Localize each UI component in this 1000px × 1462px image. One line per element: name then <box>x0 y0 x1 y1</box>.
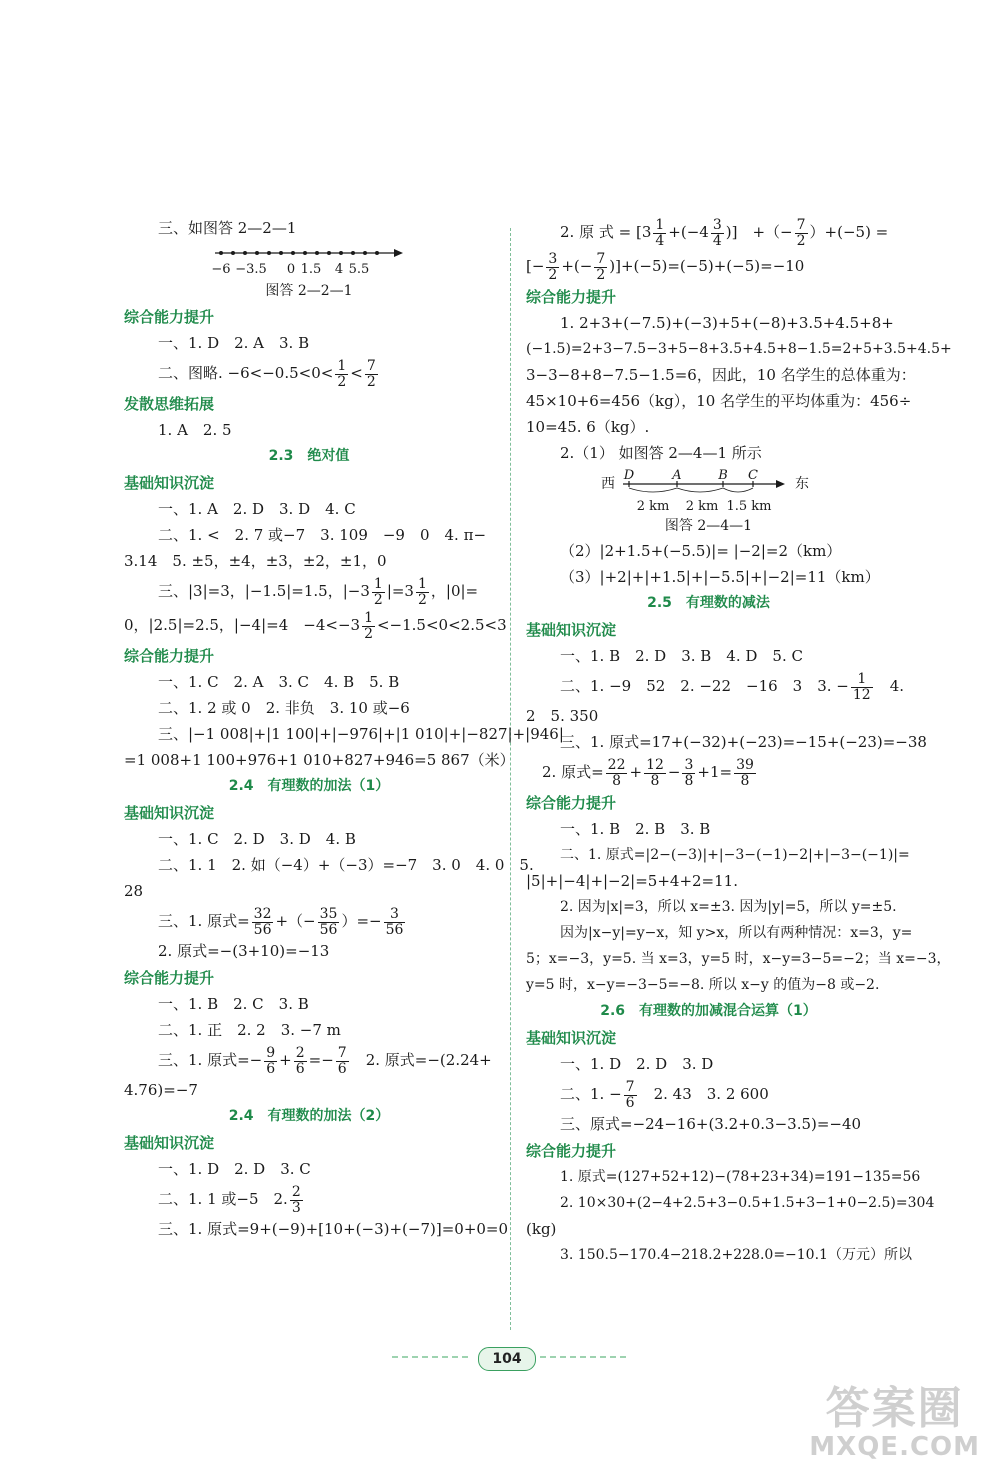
fraction: $\frac{9}{6}$ <box>266 1044 276 1077</box>
tick-mark <box>303 251 307 255</box>
answer-line: 二、1. −9 52 2. −22 −16 3 3. − $\frac{1}{12}$ 4. <box>560 670 905 703</box>
figure-caption: 图答 2—4—1 <box>664 518 753 534</box>
section-heading: 综合能力提升 <box>526 288 617 306</box>
answer-line: 1. 原式=(127+52+12)−(78+23+34)=191−135=56 <box>560 1169 921 1185</box>
answer-line: 一、1. D 2. D 3. C <box>158 1160 311 1178</box>
distance-label: 2 km <box>636 499 669 514</box>
fraction: $\frac{32}{56}$ <box>253 905 272 938</box>
answer-line: 二、1. 1 或−5 2. $\frac{2}{3}$ <box>158 1183 301 1216</box>
fraction: $\frac{3}{2}$ <box>548 250 558 283</box>
answer-line: (kg) <box>526 1220 557 1238</box>
answer-line: 二、1. 2 或 0 2. 非负 3. 10 或−6 <box>158 699 410 717</box>
answer-line: （2）|2+1.5+(−5.5)|= |−2|=2（km） <box>560 542 842 560</box>
answer-line: 一、1. C 2. A 3. C 4. B 5. B <box>158 673 400 691</box>
answer-line: 三、1. 原式=9+(−9)+[10+(−3)+(−7)]=0+0=0 <box>158 1220 509 1238</box>
answer-line: 2. 10×30+(2−4+2.5+3−0.5+1.5+3−1+0−2.5)=304 <box>560 1195 935 1211</box>
point-label: A <box>671 468 682 483</box>
tick-mark <box>279 251 283 255</box>
tick-mark <box>243 251 247 255</box>
answer-line: 二、1. 1 2. 如（−4）+（−3）=−7 3. 0 4. 0 5. <box>158 856 534 874</box>
answer-line: 一、1. C 2. D 3. D 4. B <box>158 830 356 848</box>
tick-label: 4 <box>334 262 344 277</box>
fraction: $\frac{3}{8}$ <box>684 756 694 789</box>
fraction: $\frac{12}{8}$ <box>646 756 664 789</box>
column-divider <box>510 228 511 1330</box>
answer-line: 三、1. 原式=− $\frac{9}{6}$ + $\frac{2}{6}$ =− $\frac{7}{6}$ 2. 原式=−(2.24+ <box>158 1044 492 1077</box>
section-title: 2.5 有理数的减法 <box>647 595 770 611</box>
answer-line: 三、1. 原式=17+(−32)+(−23)=−15+(−23)=−38 <box>560 733 927 751</box>
answer-line: 3.14 5. ±5，±4，±3，±2，±1，0 <box>124 552 387 570</box>
section-heading: 基础知识沉淀 <box>124 804 215 822</box>
fraction: $\frac{7}{6}$ <box>337 1044 347 1077</box>
answer-line: 三、|3|=3，|−1.5|=1.5，|−3 $\frac{1}{2}$ |=3 $\frac{1}{2}$ ，|0|= <box>158 575 479 608</box>
fraction: $\frac{7}{2}$ <box>796 216 806 249</box>
tick-mark <box>327 251 331 255</box>
answer-line: 一、1. D 2. A 3. B <box>158 334 310 352</box>
watermark-title: 答案圈 <box>825 1383 964 1434</box>
answer-line: 2.（1） 如图答 2—4—1 所示 <box>560 444 762 462</box>
answer-line: 2. 因为|x|=3，所以 x=±3. 因为|y|=5，所以 y=±5. <box>560 899 897 915</box>
tick-mark <box>267 251 271 255</box>
section-heading: 综合能力提升 <box>124 647 215 665</box>
fraction: $\frac{7}{6}$ <box>625 1078 635 1111</box>
fraction: $\frac{1}{2}$ <box>364 609 373 642</box>
tick-label: 5.5 <box>348 262 370 277</box>
figure-caption: 图答 2—2—1 <box>265 283 353 299</box>
fraction: $\frac{35}{56}$ <box>319 905 338 938</box>
section-heading: 综合能力提升 <box>124 969 215 987</box>
answer-line: 2. 原式=−(3+10)=−13 <box>158 942 330 960</box>
tick-label: 0 <box>286 262 296 277</box>
section-title: 2.3 绝对值 <box>268 448 350 464</box>
right-column <box>526 215 952 1268</box>
tick-label: −3.5 <box>235 262 267 277</box>
west-label: 西 <box>600 476 615 492</box>
section-heading: 基础知识沉淀 <box>124 474 215 492</box>
fraction: $\frac{39}{8}$ <box>736 756 754 789</box>
fraction: $\frac{1}{2}$ <box>417 575 427 608</box>
fraction: $\frac{1}{4}$ <box>655 216 665 249</box>
answer-line: 一、1. B 2. B 3. B <box>560 820 711 838</box>
tick-mark <box>375 251 379 255</box>
tick-label: −6 <box>211 262 231 277</box>
point-label: D <box>623 468 634 483</box>
answer-line: (−1.5)=2+3−7.5−3+5−8+3.5+4.5+8−1.5=2+5+3.5+4.5+ <box>526 341 952 357</box>
watermark-site: MXQE.COM <box>809 1432 980 1462</box>
answer-line: 一、1. A 2. D 3. D 4. C <box>158 500 356 518</box>
section-heading: 基础知识沉淀 <box>526 621 617 639</box>
section-heading: 发散思维拓展 <box>124 395 215 413</box>
distance-label: 2 km <box>685 499 718 514</box>
tick-mark <box>231 251 235 255</box>
answer-line: 一、1. B 2. D 3. B 4. D 5. C <box>560 647 803 665</box>
section-heading: 基础知识沉淀 <box>124 1134 215 1152</box>
point-label: B <box>717 468 728 483</box>
tick-mark <box>363 251 367 255</box>
section-title: 2.4 有理数的加法（1） <box>228 778 390 794</box>
answer-line: 因为|x−y|=y−x，知 y>x，所以有两种情况：x=3，y= <box>560 925 913 941</box>
footer-decoration-right <box>540 1356 630 1358</box>
section-title: 2.6 有理数的加减混合运算（1） <box>600 1003 817 1019</box>
answer-line: 28 <box>124 882 144 900</box>
answer-line: 2 5. 350 <box>526 707 599 725</box>
answer-line: 5；x=−3，y=5. 当 x=3，y=5 时，x−y=3−5=−2；当 x=−3， <box>526 951 951 967</box>
east-label: 东 <box>794 476 809 492</box>
answer-line: 3. 150.5−170.4−218.2+228.0=−10.1（万元）所以 <box>560 1247 912 1263</box>
section-title: 2.4 有理数的加法（2） <box>228 1108 390 1124</box>
answer-line: 二、图略. −6<−0.5<0< $\frac{1}{2}$ < $\frac{7}{2}$ <box>158 357 376 390</box>
answer-line: 0，|2.5|=2.5，|−4|=4 −4<−3 $\frac{1}{2}$ <−1.5<0<2.5<3 <box>124 609 507 642</box>
fraction: $\frac{2}{3}$ <box>291 1183 301 1216</box>
tick-mark <box>255 251 259 255</box>
footer-decoration-left <box>392 1356 472 1358</box>
fraction: $\frac{2}{6}$ <box>295 1044 305 1077</box>
section-heading: 综合能力提升 <box>526 1142 617 1160</box>
fraction: $\frac{22}{8}$ <box>607 756 626 789</box>
tick-label: 1.5 <box>300 262 322 277</box>
fraction: $\frac{3}{4}$ <box>712 216 722 249</box>
answer-line: 10=45. 6（kg）. <box>526 418 650 436</box>
distance-label: 1.5 km <box>725 499 772 514</box>
tick-mark <box>339 251 343 255</box>
answer-line: 3−3−8+8−7.5−1.5=6，因此，10 名学生的总体重为： <box>526 366 916 384</box>
answer-line: 1. A 2. 5 <box>158 421 232 439</box>
answer-line: 二、1. 正 2. 2 3. −7 m <box>158 1021 341 1039</box>
tick-mark <box>351 251 355 255</box>
fraction: $\frac{1}{12}$ <box>852 670 871 703</box>
fraction: $\frac{1}{2}$ <box>337 357 347 390</box>
answer-line: 一、1. D 2. D 3. D <box>560 1055 714 1073</box>
tick-mark <box>219 251 223 255</box>
answer-line: y=5 时，x−y=−3−5=−8. 所以 x−y 的值为−8 或−2. <box>526 977 880 993</box>
answer-line: 1. 2+3+(−7.5)+(−3)+5+(−8)+3.5+4.5+8+ <box>560 314 894 332</box>
answer-line: 2. 原式= $\frac{22}{8}$ + $\frac{12}{8}$ − $\frac{3}{8}$ +1= $\frac{39}{8}$ <box>542 756 754 789</box>
answer-line: [− $\frac{3}{2}$ +(− $\frac{7}{2}$ )]+(−5)=(−5)+(−5)=−10 <box>526 250 805 283</box>
watermark-logo <box>809 1385 980 1461</box>
answer-line: 45×10+6=456（kg），10 名学生的平均体重为：456÷ <box>526 392 912 410</box>
page-number: 104 <box>478 1347 536 1371</box>
answer-line: （3）|+2|+|+1.5|+|−5.5|+|−2|=11（km） <box>560 568 880 586</box>
distance-diagram-svg <box>599 468 819 514</box>
section-heading: 基础知识沉淀 <box>526 1029 617 1047</box>
answer-line: 三、|−1 008|+|1 100|+|−976|+|1 010|+|−827|+|946| <box>158 725 564 743</box>
number-line-figure <box>124 245 494 279</box>
distance-diagram <box>526 468 891 514</box>
fraction: $\frac{7}{2}$ <box>596 250 606 283</box>
answer-line: 二、1. 原式=|2−(−3)|+|−3−(−1)−2|+|−3−(−1)|= <box>560 847 910 863</box>
answer-line: 二、1. < 2. 7 或−7 3. 109 −9 0 4. π− <box>158 526 487 544</box>
answer-line: =1 008+1 100+976+1 010+827+946=5 867（米） <box>124 751 515 769</box>
fraction: $\frac{3}{56}$ <box>385 905 404 938</box>
answer-line: 4.76)=−7 <box>124 1081 198 1099</box>
section-heading: 综合能力提升 <box>526 794 617 812</box>
answer-line: 三、如图答 2—2—1 <box>158 219 297 237</box>
fraction: $\frac{1}{2}$ <box>373 575 383 608</box>
tick-mark <box>291 251 295 255</box>
section-heading: 综合能力提升 <box>124 308 215 326</box>
answer-line: 三、原式=−24−16+(3.2+0.3−3.5)=−40 <box>560 1115 862 1133</box>
answer-line: 2. 原 式 = [3 $\frac{1}{4}$ +(−4 $\frac{3}{4}$ )] +（− $\frac{7}{2}$ ）+(−5) = <box>560 216 889 249</box>
fraction: $\frac{7}{2}$ <box>366 357 376 390</box>
answer-line: 一、1. B 2. C 3. B <box>158 995 309 1013</box>
answer-line: 三、1. 原式= $\frac{32}{56}$ +（− $\frac{35}{56}$ ）=− $\frac{3}{56}$ <box>158 905 404 938</box>
point-label: C <box>747 468 758 483</box>
answer-line: |5|+|−4|+|−2|=5+4+2=11. <box>526 872 738 890</box>
answer-line: 二、1. − $\frac{7}{6}$ 2. 43 3. 2 600 <box>560 1078 769 1111</box>
tick-mark <box>315 251 319 255</box>
number-line-svg <box>209 245 409 279</box>
